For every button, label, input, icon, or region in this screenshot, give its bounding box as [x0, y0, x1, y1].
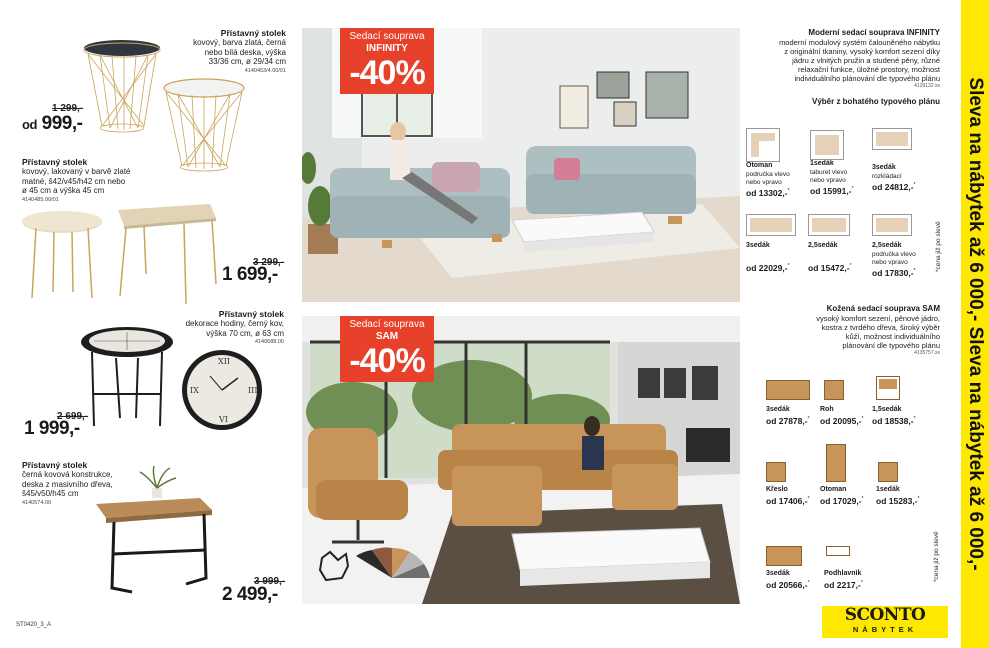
module-sub: nebo vpravo [872, 258, 908, 266]
module-name: Podhlavník [824, 570, 862, 577]
module-name: Otoman [746, 162, 773, 169]
infinity-title: Moderní sedací souprava INFINITY [808, 28, 940, 37]
svg-text:XII: XII [218, 357, 231, 366]
infinity-module-1 [746, 128, 810, 198]
badge-line1: Sedací souprava [349, 31, 425, 42]
module-plan-icon [766, 380, 810, 400]
module-price-value: od 15472,- [808, 262, 850, 273]
product-desc-line: dekorace hodiny, černý kov, [185, 319, 284, 328]
logo-line1: SCONTO [844, 605, 926, 625]
product-desc-line: nebo bílá deska, výška [204, 47, 286, 57]
module-price-value: od 24812,- [872, 181, 914, 192]
infinity-photo [302, 28, 740, 302]
price-marker: * [787, 262, 790, 269]
infinity-info [744, 28, 940, 106]
sam-title: Kožená sedací souprava SAM [826, 304, 940, 313]
price-value: 1 699,- [222, 264, 278, 285]
sam-module-4 [766, 462, 824, 506]
sam-module-6 [876, 462, 934, 506]
module-price [808, 263, 870, 273]
promo-strip-text: Sleva na nábytek až 6 000,- Sleva na nábytek až 6 000,- [965, 77, 986, 571]
price-marker: * [849, 262, 852, 269]
product-4-old-price: 3 999,- [254, 576, 286, 587]
module-name: 3sedák [766, 570, 790, 577]
product-desc-line: ø 45 cm a výška 45 cm [22, 186, 105, 195]
product-desc-line: š45/v50/h45 cm [22, 489, 79, 498]
infinity-module-2 [810, 130, 872, 196]
price-marker: * [807, 415, 810, 422]
sconto-logo [822, 606, 948, 638]
svg-text:IX: IX [190, 386, 199, 395]
product-desc-line: kovový, barva zlatá, černá [193, 38, 286, 47]
infinity-desc-line: z originální tkaniny, vysoký komfort sezení díky [784, 46, 940, 56]
infinity-module-5 [808, 214, 870, 273]
module-name: 1,5sedák [872, 406, 902, 413]
product-4-price [222, 584, 278, 606]
product-title: Přístavný stolek [22, 460, 88, 470]
badge-line1: Sedací souprava [349, 319, 425, 330]
product-title: Přístavný stolek [220, 28, 286, 38]
price-value: 999,- [41, 113, 83, 134]
module-price [766, 416, 824, 426]
module-sub: nebo vpravo [746, 178, 782, 186]
sam-desc-line: kůží, možnost individuálního [845, 331, 940, 341]
price-value: 1 999,- [24, 418, 80, 439]
product-3-price [24, 418, 80, 440]
product-4-image [92, 466, 217, 596]
module-sub: taburet vlevo [810, 168, 848, 176]
sam-discount-badge [340, 316, 434, 382]
product-1-old-price-text: 1 299,- [52, 103, 84, 114]
module-price-value: od 17830,- [872, 267, 914, 278]
price-marker: * [807, 579, 810, 586]
logo-line2: NÁBYTEK [852, 625, 918, 634]
sam-module-7 [766, 546, 824, 590]
sam-module-1 [766, 380, 824, 426]
module-name: 3sedák [872, 164, 896, 171]
product-title: Přístavný stolek [22, 157, 88, 167]
product-1-image [80, 38, 250, 173]
module-plan-icon [810, 130, 844, 160]
module-price [872, 416, 932, 426]
product-desc-line: deska z masivního dřeva, [22, 479, 113, 489]
module-price-value: od 20566,- [766, 579, 808, 590]
sam-code: 4135757.xx [914, 349, 940, 356]
product-3-old-price: 2 699,- [57, 411, 89, 422]
module-price-value: od 22029,- [746, 262, 788, 273]
module-name: Roh [820, 406, 834, 413]
infinity-discount-badge [340, 28, 434, 94]
product-title: Přístavný stolek [218, 309, 284, 319]
module-name: Otoman [820, 486, 847, 493]
module-price [810, 186, 872, 196]
module-sub: nebo vpravo [810, 176, 846, 184]
price-marker: * [913, 181, 916, 188]
product-1-price [22, 113, 82, 135]
product-desc-line: matné, š42/v45/h42 cm nebo [22, 176, 126, 186]
product-3-image [80, 322, 270, 432]
sam-photo [302, 316, 740, 604]
module-plan-icon [824, 380, 844, 400]
product-desc-line: kovový, lakovaný v barvě zlaté [22, 167, 131, 176]
module-price [872, 182, 932, 192]
module-plan-icon [872, 128, 912, 150]
module-price [746, 188, 810, 198]
module-plan-icon [808, 214, 850, 236]
product-2-price [222, 264, 278, 286]
infinity-desc-line: relaxační funkce, úložné prostory, možnost [797, 64, 940, 74]
sam-module-2 [820, 380, 876, 426]
badge-discount: -40% [349, 54, 425, 92]
module-price [824, 580, 882, 590]
footer-code: ST0420_3_A [16, 622, 52, 628]
module-price-value: od 17029,- [820, 495, 862, 506]
product-code: 4140688.00 [254, 339, 284, 345]
module-price-value: od 27878,- [766, 415, 808, 426]
module-price [820, 496, 876, 506]
infinity-module-4 [746, 214, 808, 273]
product-desc-line: černá kovová konstrukce, [22, 470, 113, 479]
module-price-value: od 18538,- [872, 415, 914, 426]
module-plan-icon [878, 462, 898, 482]
product-desc-line: výška 70 cm, ø 63 cm [206, 328, 284, 338]
module-plan-icon [826, 546, 850, 556]
product-desc-line: 33/36 cm, ø 29/34 cm [208, 57, 286, 66]
price-marker: * [913, 415, 916, 422]
module-name: 1sedák [810, 160, 834, 167]
module-sub: područka vlevo [872, 250, 916, 258]
infinity-desc-line: individuálního plánování dle typového plánu [794, 73, 940, 83]
module-price [766, 496, 824, 506]
module-sub: rozkládací [872, 172, 902, 180]
module-plan-icon [826, 444, 846, 482]
module-price-value: od 15283,- [876, 495, 918, 506]
badge-line2: SAM [375, 331, 399, 342]
module-price [820, 416, 876, 426]
price-marker: * [851, 185, 854, 192]
module-price-value: od 13302,- [746, 187, 788, 198]
sam-info [744, 304, 940, 356]
product-code: 4140453/4.00/01 [244, 67, 286, 74]
price-marker: * [787, 187, 790, 194]
price-prefix: od [22, 117, 37, 132]
module-price-value: od 17406,- [766, 495, 808, 506]
module-name: 1sedák [876, 486, 900, 493]
product-code: 4140485.00/01 [22, 196, 59, 203]
svg-text:VI: VI [219, 415, 228, 424]
product-2-old-price: 3 299,- [253, 257, 285, 268]
sam-desc-line: vysoký komfort sezení, pěnové jádro, [816, 313, 940, 323]
infinity-desc-line: jádru z vlnitých pružin a studené pěny, různé [792, 55, 940, 65]
module-name: 3sedák [766, 406, 790, 413]
badge-line2: INFINITY [366, 43, 408, 54]
infinity-desc-line: moderní modulový systém čalouněného nábytku [779, 37, 940, 47]
module-plan-icon [766, 546, 802, 566]
module-plan-icon [746, 214, 796, 236]
sam-module-5 [820, 444, 876, 506]
module-price-value: od 20095,- [820, 415, 862, 426]
module-name: 2,5sedák [808, 242, 838, 249]
module-name: 2,5sedák [872, 242, 902, 249]
module-name: 3sedák [746, 242, 770, 249]
price-marker: * [861, 495, 864, 502]
module-sub: područka vlevo [746, 170, 790, 178]
module-plan-icon [746, 128, 780, 162]
module-price-value: od 2217,- [824, 579, 861, 590]
sam-price-note: *cena již po slevě [933, 531, 940, 582]
module-price [766, 580, 824, 590]
module-plan-icon [872, 214, 912, 236]
price-marker: * [913, 267, 916, 274]
module-price [746, 263, 808, 273]
badge-discount: -40% [349, 342, 425, 380]
module-name: Křeslo [766, 486, 788, 493]
module-price [876, 496, 934, 506]
price-marker: * [917, 495, 920, 502]
sam-desc-line: plánování dle typového plánu [842, 340, 940, 350]
module-plan-icon [766, 462, 786, 482]
price-marker: * [807, 495, 810, 502]
price-value: 2 499,- [222, 584, 278, 605]
product-2-image [20, 196, 220, 308]
sam-module-3 [872, 376, 932, 426]
price-marker: * [861, 415, 864, 422]
module-price-value: od 15991,- [810, 185, 852, 196]
module-plan-icon [876, 376, 900, 400]
infinity-subtitle: Výběr z bohatého typového plánu [811, 96, 940, 106]
svg-text:III: III [248, 386, 258, 395]
module-price [872, 268, 934, 278]
price-marker: * [860, 579, 863, 586]
product-code: 4140574.00 [22, 499, 52, 506]
infinity-module-6 [872, 214, 934, 278]
infinity-price-note: *cena již po slevě [935, 221, 942, 272]
infinity-module-3 [872, 128, 932, 192]
sam-module-8 [824, 546, 882, 590]
sam-desc-line: kostra z tvrdého dřeva, široký výběr [821, 322, 940, 332]
infinity-code: 4139132.xx [914, 82, 940, 89]
